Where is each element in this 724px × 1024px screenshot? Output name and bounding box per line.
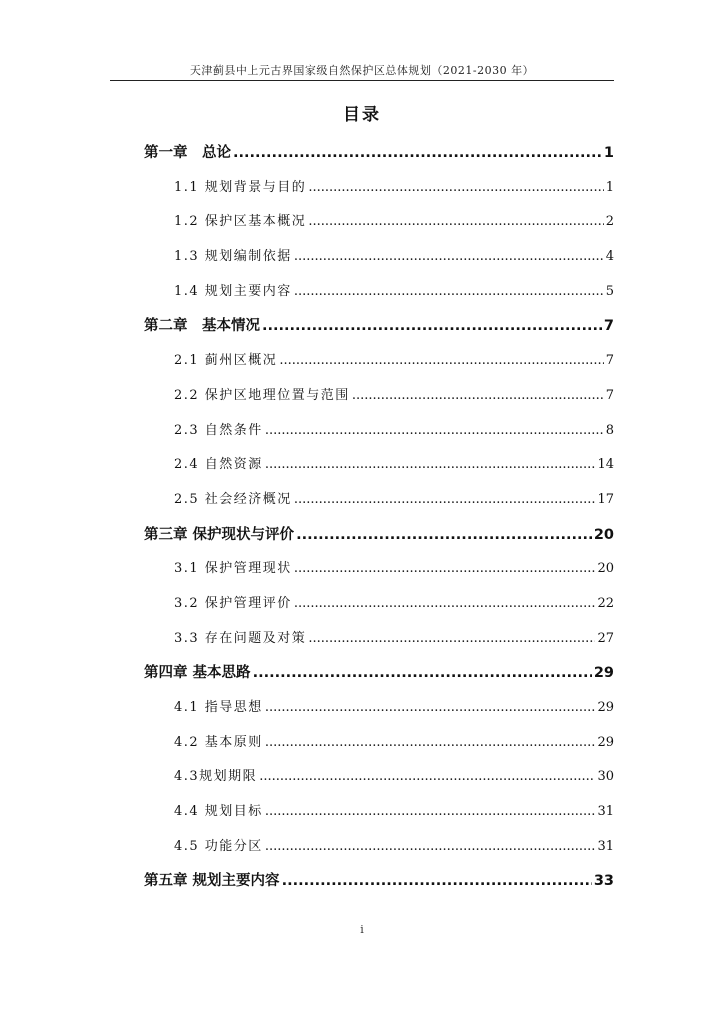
toc-chapter-entry[interactable] xyxy=(144,661,614,696)
toc-leader-dots xyxy=(282,869,592,893)
toc-leader-dots xyxy=(265,453,596,477)
toc-leader-dots xyxy=(308,210,603,234)
toc-entry-page: 7 xyxy=(605,353,614,369)
toc-entry-label: 第三章 保护现状与评价 xyxy=(144,526,295,543)
toc-entry-label: 2.5 社会经济概况 xyxy=(174,491,292,507)
toc-section-entry[interactable] xyxy=(144,627,614,662)
toc-entry-page: 22 xyxy=(597,595,614,611)
toc-entry-label: 第二章 基本情况 xyxy=(144,318,260,335)
toc-entry-label: 2.4 自然资源 xyxy=(174,457,263,473)
toc-leader-dots xyxy=(352,384,604,408)
toc-leader-dots xyxy=(262,314,602,338)
toc-leader-dots xyxy=(265,800,596,824)
toc-entry-page: 17 xyxy=(597,491,614,507)
toc-title: 目录 xyxy=(343,105,381,125)
toc-section-entry[interactable] xyxy=(144,419,614,454)
toc-entry-page: 7 xyxy=(603,318,614,335)
toc-chapter-entry[interactable] xyxy=(144,523,614,558)
toc-entry-label: 4.4 规划目标 xyxy=(174,804,263,820)
toc-entry-page: 1 xyxy=(603,145,614,161)
table-of-contents xyxy=(144,141,614,904)
toc-entry-label: 第一章 总论 xyxy=(144,145,231,161)
toc-chapter-entry[interactable] xyxy=(144,869,614,904)
toc-entry-page: 29 xyxy=(597,734,614,750)
toc-entry-page: 20 xyxy=(593,526,614,543)
toc-leader-dots xyxy=(308,176,603,200)
toc-entry-page: 27 xyxy=(597,630,614,646)
toc-entry-page: 20 xyxy=(597,561,614,577)
toc-entry-page: 8 xyxy=(605,422,614,438)
toc-entry-label: 第五章 规划主要内容 xyxy=(144,873,280,890)
toc-section-entry[interactable] xyxy=(144,731,614,766)
toc-entry-label: 1.2 保护区基本概况 xyxy=(174,214,307,230)
toc-entry-page: 2 xyxy=(605,214,614,230)
toc-section-entry[interactable] xyxy=(144,488,614,523)
toc-entry-label: 第四章 基本思路 xyxy=(144,665,251,682)
toc-entry-label: 2.3 自然条件 xyxy=(174,422,263,438)
toc-leader-dots xyxy=(294,280,604,304)
toc-entry-label: 3.1 保护管理现状 xyxy=(174,561,292,577)
toc-entry-label: 4.5 功能分区 xyxy=(174,838,263,854)
header-rule xyxy=(110,80,614,81)
toc-chapter-entry[interactable] xyxy=(144,141,614,176)
toc-entry-label: 4.3规划期限 xyxy=(174,769,258,785)
toc-entry-label: 2.1 蓟州区概况 xyxy=(174,353,278,369)
toc-leader-dots xyxy=(265,696,596,720)
toc-section-entry[interactable] xyxy=(144,592,614,627)
toc-entry-label: 2.2 保护区地理位置与范围 xyxy=(174,387,350,403)
page-number: i xyxy=(360,923,364,936)
toc-section-entry[interactable] xyxy=(144,210,614,245)
toc-entry-label: 1.1 规划背景与目的 xyxy=(174,179,307,195)
toc-section-entry[interactable] xyxy=(144,176,614,211)
toc-leader-dots xyxy=(294,557,596,581)
toc-leader-dots xyxy=(279,349,603,373)
toc-leader-dots xyxy=(294,592,596,616)
toc-entry-label: 4.1 指导思想 xyxy=(174,700,263,715)
toc-entry-page: 31 xyxy=(597,838,614,854)
toc-section-entry[interactable] xyxy=(144,696,614,731)
toc-section-entry[interactable] xyxy=(144,765,614,800)
toc-leader-dots xyxy=(294,488,596,512)
toc-section-entry[interactable] xyxy=(144,384,614,419)
toc-entry-page: 29 xyxy=(597,700,614,715)
toc-entry-page: 7 xyxy=(605,387,614,403)
toc-leader-dots xyxy=(265,731,596,755)
toc-leader-dots xyxy=(259,765,595,789)
toc-entry-label: 4.2 基本原则 xyxy=(174,734,263,750)
toc-leader-dots xyxy=(296,523,592,547)
toc-entry-page: 14 xyxy=(597,457,614,473)
toc-leader-dots xyxy=(253,661,592,685)
toc-entry-label: 3.3 存在问题及对策 xyxy=(174,630,307,646)
running-header: 天津蓟县中上元古界国家级自然保护区总体规划（2021-2030 年） xyxy=(189,64,535,77)
toc-section-entry[interactable] xyxy=(144,800,614,835)
toc-entry-label: 3.2 保护管理评价 xyxy=(174,595,292,611)
toc-chapter-entry[interactable] xyxy=(144,314,614,349)
toc-section-entry[interactable] xyxy=(144,280,614,315)
toc-entry-page: 30 xyxy=(597,769,614,785)
toc-entry-label: 1.3 规划编制依据 xyxy=(174,249,292,265)
toc-leader-dots xyxy=(265,419,604,443)
toc-entry-page: 29 xyxy=(593,665,614,682)
toc-section-entry[interactable] xyxy=(144,349,614,384)
toc-leader-dots xyxy=(308,627,595,651)
toc-entry-page: 1 xyxy=(605,179,614,195)
toc-entry-page: 4 xyxy=(605,249,614,265)
toc-leader-dots xyxy=(265,835,596,859)
toc-leader-dots xyxy=(233,141,602,165)
toc-section-entry[interactable] xyxy=(144,245,614,280)
toc-entry-page: 33 xyxy=(593,873,614,890)
toc-entry-page: 5 xyxy=(605,283,614,299)
toc-entry-page: 31 xyxy=(597,804,614,820)
toc-section-entry[interactable] xyxy=(144,835,614,870)
toc-section-entry[interactable] xyxy=(144,453,614,488)
toc-leader-dots xyxy=(294,245,604,269)
toc-entry-label: 1.4 规划主要内容 xyxy=(174,283,292,299)
toc-section-entry[interactable] xyxy=(144,557,614,592)
